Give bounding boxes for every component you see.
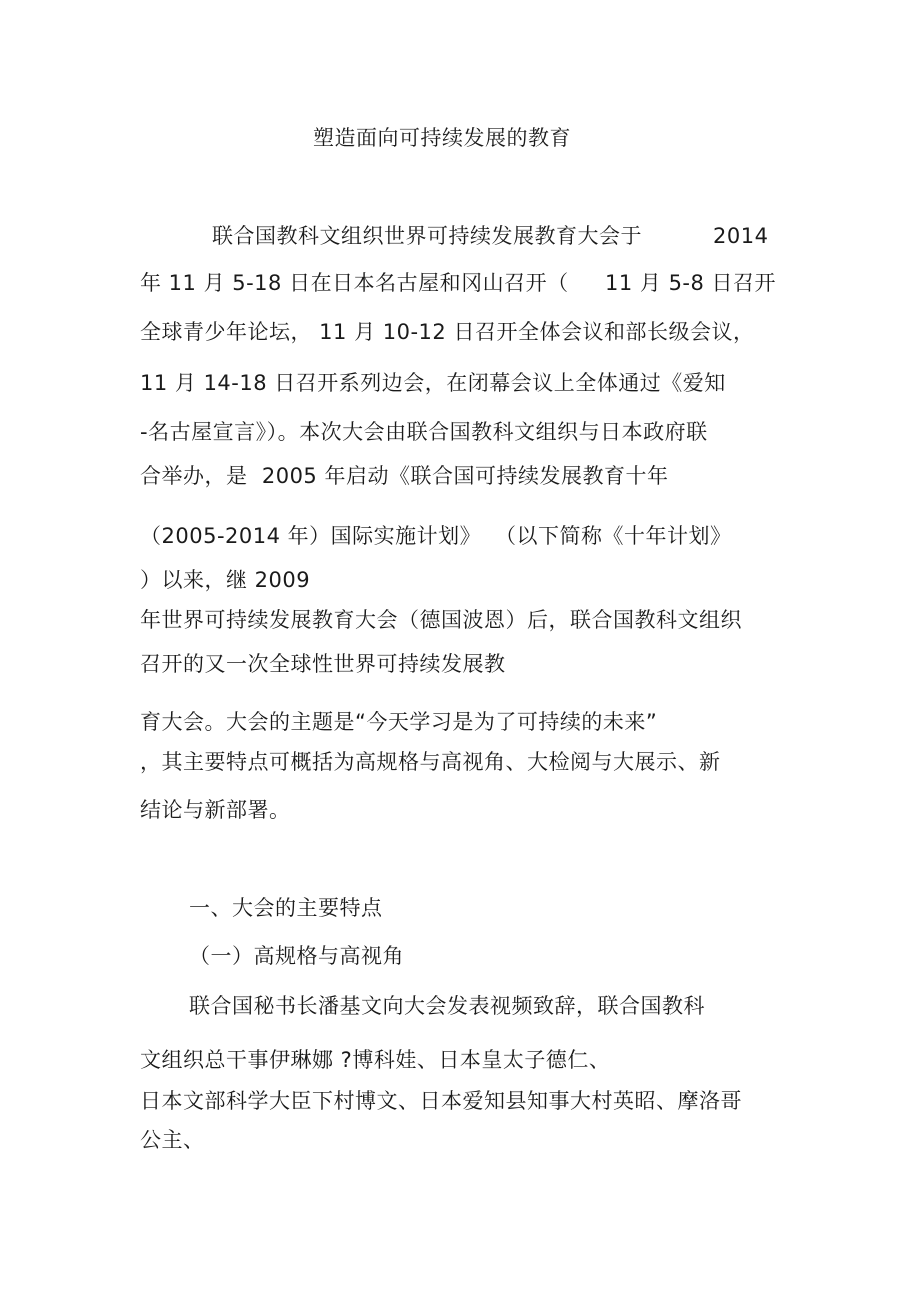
paragraph-line: （以下简称《十年计划》	[495, 524, 732, 548]
paragraph-line: ）以来，继 2009	[140, 568, 311, 592]
paragraph-line: 全球青少年论坛， 11 月 10-12 日召开全体会议和部长级会议，	[140, 320, 755, 344]
paragraph-line: 公主、	[140, 1128, 205, 1152]
paragraph-line: -名古屋宣言》）。本次大会由联合国教科文组织与日本政府联	[140, 420, 708, 444]
paragraph-line: 年世界可持续发展教育大会（德国波恩）后，联合国教科文组织	[140, 608, 742, 632]
section-heading: 一、大会的主要特点	[189, 896, 383, 920]
paragraph-line: 11 月 14-18 日召开系列边会，在闭幕会议上全体通过《爱知	[140, 371, 726, 395]
paragraph-line: 联合国秘书长潘基文向大会发表视频致辞，联合国教科	[189, 994, 705, 1018]
paragraph-line: 结论与新部署。	[140, 798, 291, 822]
paragraph-line: ，其主要特点可概括为高规格与高视角、大检阅与大展示、新	[140, 750, 721, 774]
paragraph-line: 合举办，是 2005 年启动《联合国可持续发展教育十年	[140, 464, 669, 488]
paragraph-line: 2014	[713, 224, 769, 248]
paragraph-line: （2005-2014 年）国际实施计划》	[140, 524, 482, 548]
paragraph-line: 11 月 5-8 日召开	[605, 271, 777, 295]
subsection-heading: （一）高规格与高视角	[189, 944, 404, 968]
paragraph-line: 年 11 月 5-18 日在日本名古屋和冈山召开（	[140, 271, 569, 295]
paragraph-line: 育大会。大会的主题是“今天学习是为了可持续的未来”	[140, 710, 658, 734]
paragraph-line: 联合国教科文组织世界可持续发展教育大会于	[212, 224, 642, 248]
paragraph-line: 文组织总干事伊琳娜 ?博科娃、日本皇太子德仁、	[140, 1048, 611, 1072]
paragraph-line: 日本文部科学大臣下村博文、日本爱知县知事大村英昭、摩洛哥	[140, 1089, 742, 1113]
paragraph-line: 召开的又一次全球性世界可持续发展教	[140, 652, 506, 676]
page-title: 塑造面向可持续发展的教育	[313, 126, 571, 150]
